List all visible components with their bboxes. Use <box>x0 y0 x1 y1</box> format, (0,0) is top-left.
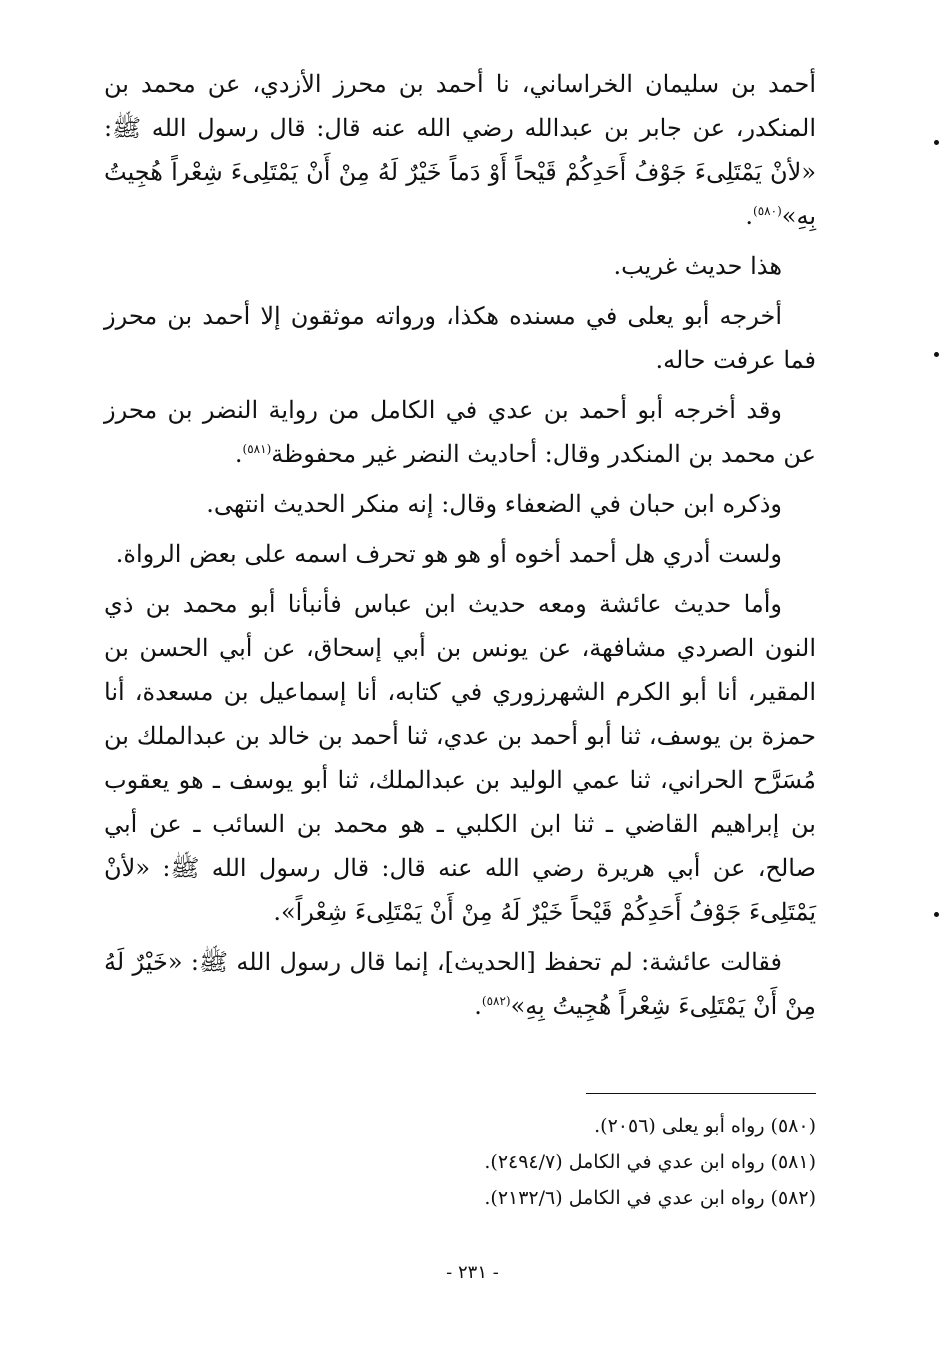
footnote-580: (٥٨٠) رواه أبو يعلى (٢٠٥٦). <box>594 1115 816 1137</box>
paragraph-1: أحمد بن سليمان الخراساني، نا أحمد بن محرز الأزدي، عن محمد بن المنكدر، عن جابر بن عبدالله رضي الله عنه قال: قال رسول الله ﷺ: «لأنْ يَمْتَلِىءَ جَوْفُ أَحَدِكُمْ قَيْحاً أَوْ دَماً خَيْرٌ لَهُ مِنْ أَنْ يَمْتَلِىءَ شِعْراً هُجِيتُ بِهِ»$^{(٥٨٠)}$. <box>104 70 816 230</box>
paragraph-7: وأما حديث عائشة ومعه حديث ابن عباس فأنبأنا أبو محمد بن ذي النون الصردي مشافهة، عن يونس بن أبي إسحاق، عن أبي الحسن بن المقير، أنا أبو الكرم الشهرزوري في كتابه، أنا إسماعيل بن مسعدة، أنا حمزة بن يوسف، ثنا أبو أحمد بن عدي، ثنا أحمد بن خالد بن عبدالملك بن مُسَرَّح الحراني، ثنا عمي الوليد بن عبدالملك، ثنا أبو يوسف ـ هو يعقوب بن إبراهيم القاضي ـ ثنا ابن الكلبي ـ هو محمد بن السائب ـ عن أبي صالح، عن أبي هريرة رضي الله عنه قال: قال رسول الله ﷺ: «لأنْ يَمْتَلِىءَ جَوْفُ أَحَدِكُمْ قَيْحاً خَيْرٌ لَهُ مِنْ أَنْ يَمْتَلِىءَ شِعْراً». <box>104 590 816 926</box>
page-body <box>104 62 816 1034</box>
margin-mark <box>934 140 939 145</box>
footnotes-section <box>104 1093 816 1216</box>
paragraph-8: فقالت عائشة: لم تحفظ [الحديث]، إنما قال رسول الله ﷺ: «خَيْرٌ لَهُ مِنْ أَنْ يَمْتَلِىءَ شِعْراً هُجِيتُ بِهِ»$^{(٥٨٢)}$. <box>104 948 816 1020</box>
paragraph-5: وذكره ابن حبان في الضعفاء وقال: إنه منكر الحديث انتهى. <box>206 490 782 518</box>
footnote-ref-582[interactable]: (٥٨٢) <box>481 994 511 1008</box>
footnote-divider <box>586 1093 816 1094</box>
paragraph-6: ولست أدري هل أحمد أخوه أو هو هو تحرف اسمه على بعض الرواة. <box>115 540 782 568</box>
paragraph-3: أخرجه أبو يعلى في مسنده هكذا، ورواته موثقون إلا أحمد بن محرز فما عرفت حاله. <box>104 302 816 374</box>
footnote-581: (٥٨١) رواه ابن عدي في الكامل (٢٤٩٤/٧). <box>484 1151 816 1173</box>
paragraph-4: وقد أخرجه أبو أحمد بن عدي في الكامل من رواية النضر بن محرز عن محمد بن المنكدر وقال: أحاديث النضر غير محفوظة$^{(٥٨١)}$. <box>104 396 816 468</box>
footnote-582: (٥٨٢) رواه ابن عدي في الكامل (٢١٣٢/٦). <box>484 1187 816 1209</box>
footnote-ref-581[interactable]: (٥٨١) <box>242 442 272 456</box>
margin-mark <box>934 352 939 357</box>
paragraph-2: هذا حديث غريب. <box>613 252 782 280</box>
page-number: - ٢٣١ - <box>446 1262 499 1283</box>
footnote-ref-580[interactable]: (٥٨٠) <box>753 204 782 218</box>
margin-mark <box>934 912 939 917</box>
